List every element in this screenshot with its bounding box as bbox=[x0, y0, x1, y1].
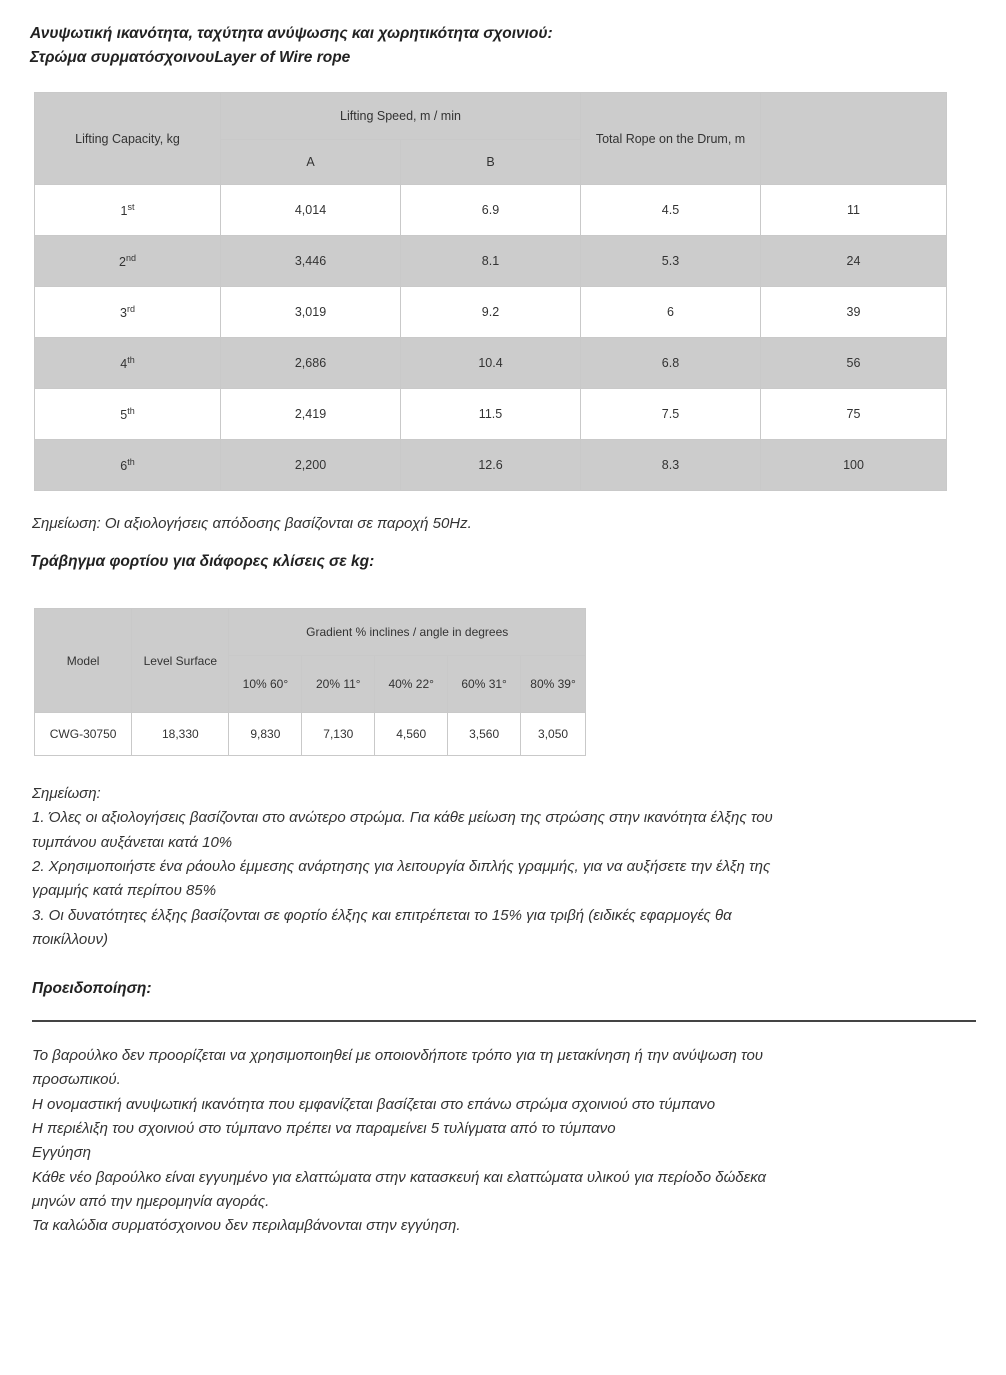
cell-speed-a: 6.9 bbox=[401, 185, 581, 236]
lifting-capacity-table bbox=[34, 92, 947, 491]
header-level-surface: Level Surface bbox=[132, 609, 229, 713]
cell-capacity: 3,019 bbox=[221, 287, 401, 338]
cell-layer bbox=[35, 440, 221, 491]
warning-body bbox=[32, 1044, 976, 1238]
header-lifting-capacity: Lifting Capacity, kg bbox=[35, 93, 221, 185]
lifting-capacity-table-head bbox=[35, 93, 947, 185]
header-gradient-20: 20% 11° bbox=[302, 656, 375, 713]
warning-line-3: Η περιέλιξη του σχοινιού στο τύμπανο πρέπει να παραμείνει 5 τυλίγματα από το τύμπανο bbox=[32, 1120, 616, 1138]
table-row bbox=[35, 338, 947, 389]
notes-title: Σημείωση: bbox=[32, 785, 101, 803]
table-row bbox=[35, 236, 947, 287]
cell-speed-b: 8.3 bbox=[581, 440, 761, 491]
header-gradient-40: 40% 22° bbox=[375, 656, 448, 713]
layer-suffix: rd bbox=[126, 303, 135, 314]
cell-rope: 100 bbox=[761, 440, 947, 491]
note-item-2-line1: 2. Χρησιμοποιήστε ένα ράουλο έμμεσης ανάρτησης για λειτουργία διπλής γραμμής, για να αυξήσετε την έλξη της bbox=[32, 857, 771, 875]
layer-suffix: nd bbox=[125, 252, 136, 263]
warning-title: Προειδοποίηση: bbox=[32, 980, 152, 998]
note-item-3-line2: ποικίλλουν) bbox=[32, 930, 108, 948]
header-model: Model bbox=[35, 609, 132, 713]
cell-gradient-80: 3,050 bbox=[521, 713, 586, 756]
header-lifting-speed: Lifting Speed, m / min bbox=[221, 93, 581, 140]
note-item-1-line1: 1. Όλες οι αξιολογήσεις βασίζονται στο ανώτερο στρώμα. Για κάθε μείωση της στρώσης στην ικανότητα έλξης του bbox=[32, 809, 773, 827]
cell-rope: 75 bbox=[761, 389, 947, 440]
layer-suffix: th bbox=[127, 405, 135, 416]
header-speed-a: A bbox=[221, 140, 401, 185]
second-table-title: Τράβηγμα φορτίου για διάφορες κλίσεις σε kg: bbox=[30, 553, 375, 571]
layer-suffix: st bbox=[127, 201, 135, 212]
warning-line-2: Η ονομαστική ανυψωτική ικανότητα που εμφανίζεται βασίζεται στο επάνω στρώμα σχοινιού στο τύμπανο bbox=[32, 1095, 716, 1113]
cell-rope: 39 bbox=[761, 287, 947, 338]
layer-number: 2 bbox=[119, 255, 126, 270]
divider bbox=[32, 1020, 976, 1022]
table-row bbox=[35, 389, 947, 440]
page-title-line2: Στρώμα συρματόσχοινουLayer of Wire rope bbox=[30, 49, 351, 67]
header-total-rope: Total Rope on the Drum, m bbox=[581, 93, 761, 185]
cell-gradient-20: 7,130 bbox=[302, 713, 375, 756]
cell-capacity: 2,200 bbox=[221, 440, 401, 491]
cell-layer bbox=[35, 338, 221, 389]
table-header-row bbox=[35, 609, 586, 656]
table-header-row bbox=[35, 93, 947, 140]
cell-capacity: 2,686 bbox=[221, 338, 401, 389]
table-row bbox=[35, 440, 947, 491]
layer-number: 5 bbox=[120, 408, 128, 423]
warranty-line-2: Τα καλώδια συρματόσχοινου δεν περιλαμβάνονται στην εγγύηση. bbox=[32, 1217, 461, 1235]
cell-gradient-10: 9,830 bbox=[229, 713, 302, 756]
page-title bbox=[30, 22, 976, 70]
cell-capacity: 2,419 bbox=[221, 389, 401, 440]
note-item-2-line2: γραμμής κατά περίπου 85% bbox=[32, 882, 217, 900]
cell-layer bbox=[35, 389, 221, 440]
spacer bbox=[30, 532, 976, 550]
table-row bbox=[35, 185, 947, 236]
cell-speed-a: 12.6 bbox=[401, 440, 581, 491]
note-50hz: Σημείωση: Οι αξιολογήσεις απόδοσης βασίζονται σε παροχή 50Hz. bbox=[32, 515, 472, 533]
note-item-3-line1: 3. Οι δυνατότητες έλξης βασίζονται σε φορτίο έλξης και επιτρέπεται το 15% για τριβή (ειδικές εφαρμογές θα bbox=[32, 906, 732, 924]
cell-speed-a: 8.1 bbox=[401, 236, 581, 287]
table-row bbox=[35, 287, 947, 338]
warranty-heading: Εγγύηση bbox=[32, 1144, 91, 1162]
header-speed-b: B bbox=[401, 140, 581, 185]
cell-gradient-60: 3,560 bbox=[448, 713, 521, 756]
cell-speed-b: 5.3 bbox=[581, 236, 761, 287]
cell-speed-b: 6.8 bbox=[581, 338, 761, 389]
cell-speed-b: 4.5 bbox=[581, 185, 761, 236]
table-row bbox=[35, 713, 586, 756]
cell-rope: 24 bbox=[761, 236, 947, 287]
header-gradient-10: 10% 60° bbox=[229, 656, 302, 713]
layer-number: 1 bbox=[120, 204, 128, 219]
warranty-line-1b: μηνών από την ημερομηνία αγοράς. bbox=[32, 1192, 270, 1210]
page-title-line1: Ανυψωτική ικανότητα, ταχύτητα ανύψωσης και χωρητικότητα σχοινιού: bbox=[30, 25, 553, 42]
drawbar-pull-table bbox=[34, 608, 586, 756]
cell-speed-a: 9.2 bbox=[401, 287, 581, 338]
layer-number: 4 bbox=[120, 357, 128, 372]
notes-block bbox=[32, 782, 976, 952]
cell-level-surface: 18,330 bbox=[132, 713, 229, 756]
warning-line-1a: Το βαρούλκο δεν προορίζεται να χρησιμοποιηθεί με οποιονδήποτε τρόπο για τη μετακίνηση ή την ανύψωση του bbox=[32, 1047, 764, 1065]
warranty-line-1a: Κάθε νέο βαρούλκο είναι εγγυημένο για ελαττώματα στην κατασκευή και ελαττώματα υλικού για περίοδο δώδεκα bbox=[32, 1168, 767, 1186]
header-gradient-60: 60% 31° bbox=[448, 656, 521, 713]
cell-layer bbox=[35, 185, 221, 236]
cell-layer bbox=[35, 287, 221, 338]
lifting-capacity-table-body bbox=[35, 185, 947, 491]
drawbar-pull-table-body bbox=[35, 713, 586, 756]
cell-capacity: 4,014 bbox=[221, 185, 401, 236]
cell-layer bbox=[35, 236, 221, 287]
layer-suffix: th bbox=[127, 354, 135, 365]
cell-rope: 56 bbox=[761, 338, 947, 389]
note-item-1-line2: τυμπάνου αυξάνεται κατά 10% bbox=[32, 833, 233, 851]
header-gradient-80: 80% 39° bbox=[521, 656, 586, 713]
header-gradient: Gradient % inclines / angle in degrees bbox=[229, 609, 586, 656]
layer-number: 3 bbox=[120, 306, 127, 321]
cell-gradient-40: 4,560 bbox=[375, 713, 448, 756]
cell-speed-b: 6 bbox=[581, 287, 761, 338]
layer-suffix: th bbox=[127, 456, 135, 467]
drawbar-pull-table-head bbox=[35, 609, 586, 713]
cell-rope: 11 bbox=[761, 185, 947, 236]
layer-number: 6 bbox=[120, 459, 128, 474]
warning-line-1b: προσωπικού. bbox=[32, 1071, 121, 1089]
cell-model: CWG-30750 bbox=[35, 713, 132, 756]
cell-capacity: 3,446 bbox=[221, 236, 401, 287]
cell-speed-b: 7.5 bbox=[581, 389, 761, 440]
cell-speed-a: 11.5 bbox=[401, 389, 581, 440]
header-blank bbox=[761, 93, 947, 185]
cell-speed-a: 10.4 bbox=[401, 338, 581, 389]
